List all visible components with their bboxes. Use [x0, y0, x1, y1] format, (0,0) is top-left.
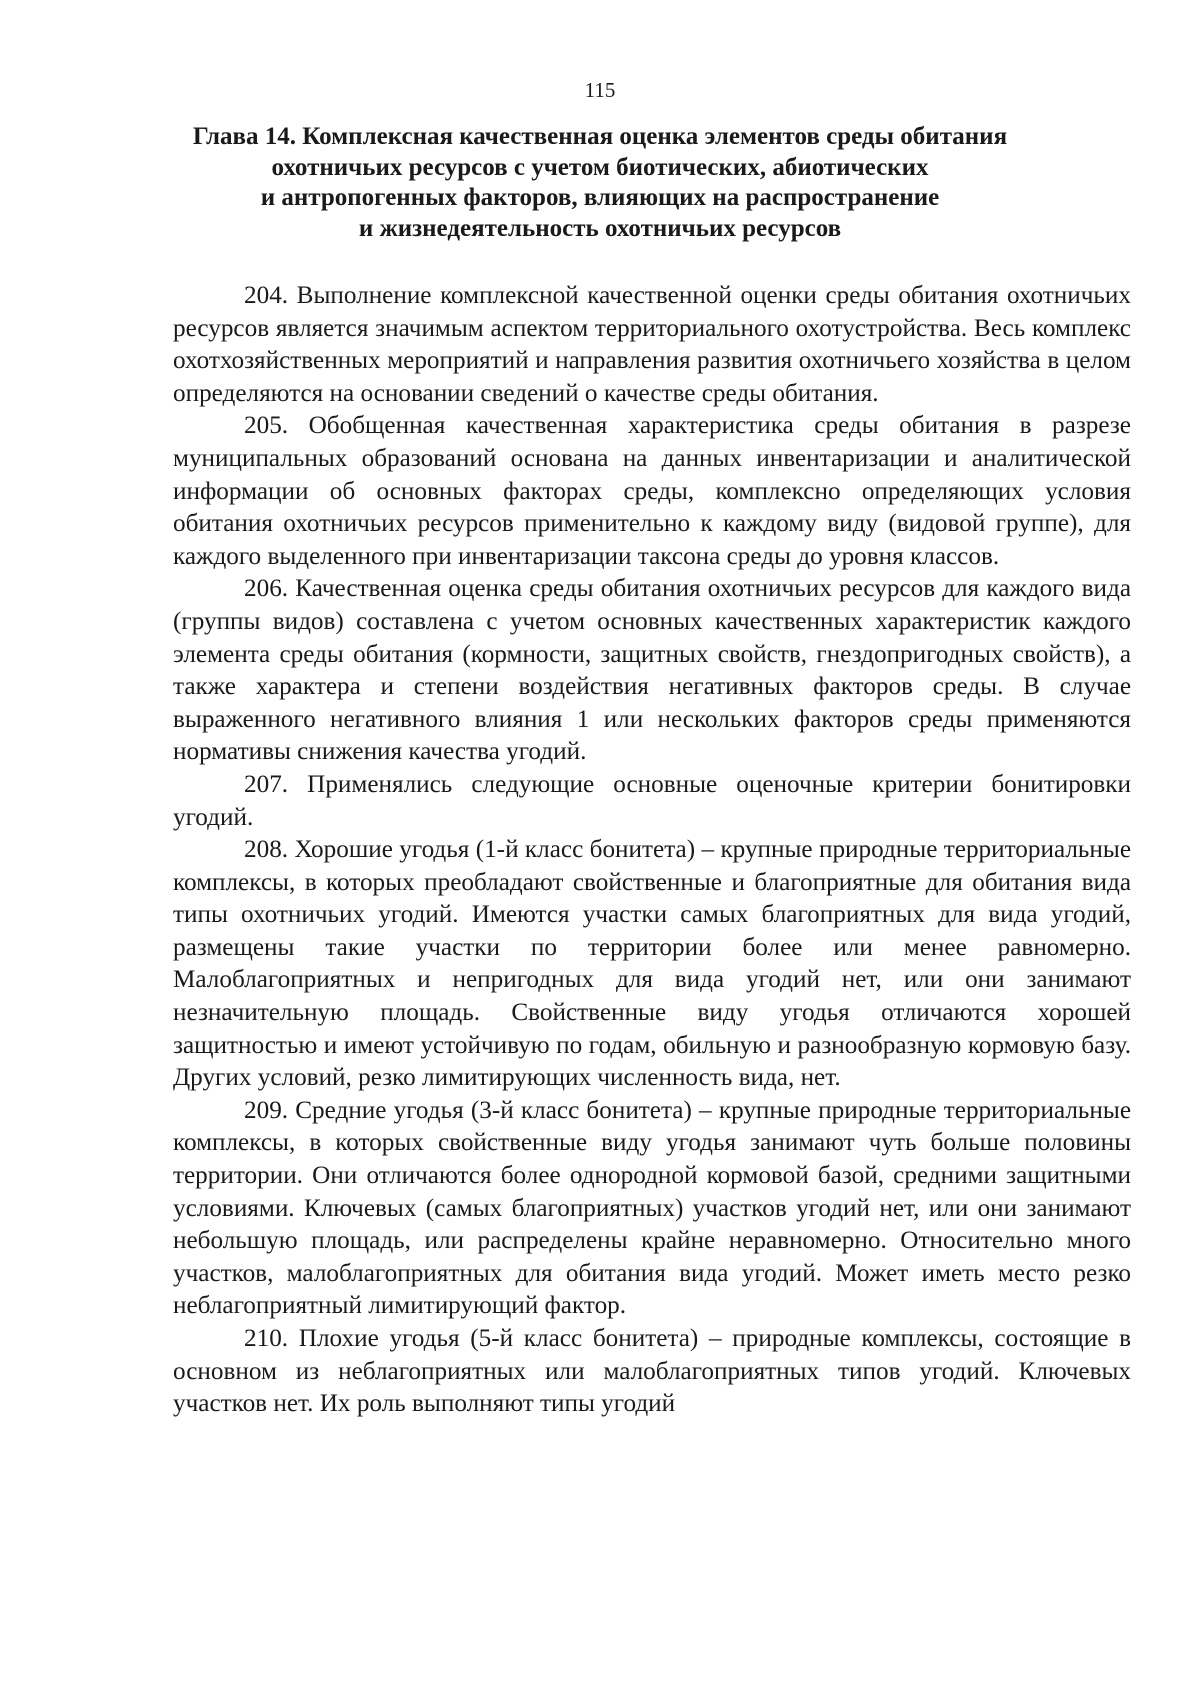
chapter-title-line: и жизнедеятельность охотничьих ресурсов	[358, 214, 842, 242]
paragraph-209: 209. Средние угодья (3-й класс бонитета) – крупные природные территориальные комплексы, в которых свойственные виду угодья занимают чуть больше половины территории. Они отличаются более однородной кормовой базой, средними защитными условиями. Ключевых (самых благоприятных) участков угодий нет, или они занимают небольшую площадь, или распределены крайне неравномерно. Относительно много участков, малоблагоприятных для обитания вида угодий. Может иметь место резко неблагоприятный лимитирующий фактор.	[173, 1096, 1131, 1320]
paragraph-207: 207. Применялись следующие основные оценочные критерии бонитировки угодий.	[173, 770, 1131, 831]
chapter-title-line: и антропогенных факторов, влияющих на распространение	[260, 184, 940, 211]
chapter-title-line: Глава 14. Комплексная качественная оценка элементов среды обитания	[192, 123, 1008, 150]
paragraph-206: 206. Качественная оценка среды обитания охотничьих ресурсов для каждого вида (группы видов) составлена с учетом основных качественных характеристик каждого элемента среды обитания (кормности, защитных свойств, гнездопригодных свойств), а также характера и степени воздействия негативных факторов среды. В случае выраженного негативного влияния 1 или нескольких факторов среды применяются нормативы снижения качества угодий.	[173, 575, 1131, 766]
paragraph-205: 205. Обобщенная качественная характеристика среды обитания в разрезе муниципальных образований основана на данных инвентаризации и аналитической информации об основных факторах среды, комплексно определяющих условия обитания охотничьих ресурсов применительно к каждому виду (видовой группе), для каждого выделенного при инвентаризации таксона среды до уровня классов.	[173, 412, 1131, 570]
chapter-title	[150, 122, 1050, 244]
paragraph-208: 208. Хорошие угодья (1-й класс бонитета) – крупные природные территориальные комплексы, в которых преобладают свойственные и благоприятные для обитания вида типы охотничьих угодий. Имеются участки самых благоприятных для вида угодий, размещены такие участки по территории более или менее равномерно. Малоблагоприятных и непригодных для вида угодий нет, или они занимают незначительную площадь. Свойственные виду угодья отличаются хорошей защитностью и имеют устойчивую по годам, обильную и разнообразную кормовую базу. Других условий, резко лимитирующих численность вида, нет.	[173, 836, 1131, 1092]
chapter-title-line: охотничьих ресурсов с учетом биотических, абиотических	[271, 153, 929, 181]
body-text	[173, 280, 1131, 1421]
page-number: 115	[584, 78, 616, 102]
paragraph-210: 210. Плохие угодья (5-й класс бонитета) – природные комплексы, состоящие в основном из неблагоприятных или малоблагоприятных типов угодий. Ключевых участков нет. Их роль выполняют типы угодий	[173, 1325, 1131, 1418]
paragraph-204: 204. Выполнение комплексной качественной оценки среды обитания охотничьих ресурсов является значимым аспектом территориального охотустройства. Весь комплекс охотхозяйственных мероприятий и направления развития охотничьего хозяйства в целом определяются на основании сведений о качестве среды обитания.	[173, 282, 1131, 407]
